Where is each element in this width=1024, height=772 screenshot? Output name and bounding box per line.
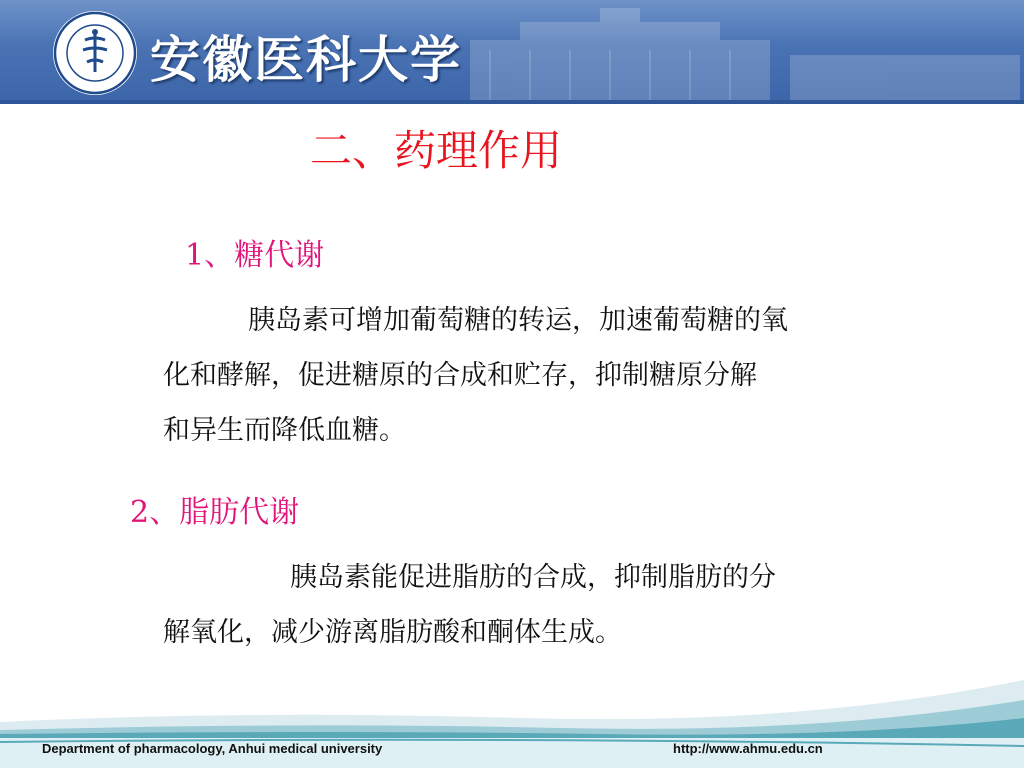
section-heading-glucose: 1、糖代谢 <box>185 238 325 273</box>
footer-url-link[interactable]: http://www.ahmu.edu.cn <box>673 741 823 756</box>
paragraph-line: 化和酵解，促进糖原的合成和贮存，抑制糖原分解 <box>163 360 757 391</box>
paragraph-line: 和异生而降低血糖。 <box>163 415 406 446</box>
paragraph-line: 胰岛素能促进脂肪的合成，抑制脂肪的分 <box>290 562 776 593</box>
paragraph-line: 胰岛素可增加葡萄糖的转运，加速葡萄糖的氧 <box>248 305 788 336</box>
section-heading-lipid: 2、脂肪代谢 <box>130 495 300 530</box>
university-name: 安徽医科大学 <box>150 30 462 89</box>
slide-title: 二、药理作用 <box>310 126 563 175</box>
university-seal-logo <box>52 10 138 96</box>
footer-wave-decoration <box>0 660 1024 740</box>
footer-department: Department of pharmacology, Anhui medical university <box>42 741 383 756</box>
header-banner <box>0 0 1024 104</box>
paragraph-line: 解氧化，减少游离脂肪酸和酮体生成。 <box>163 617 622 648</box>
